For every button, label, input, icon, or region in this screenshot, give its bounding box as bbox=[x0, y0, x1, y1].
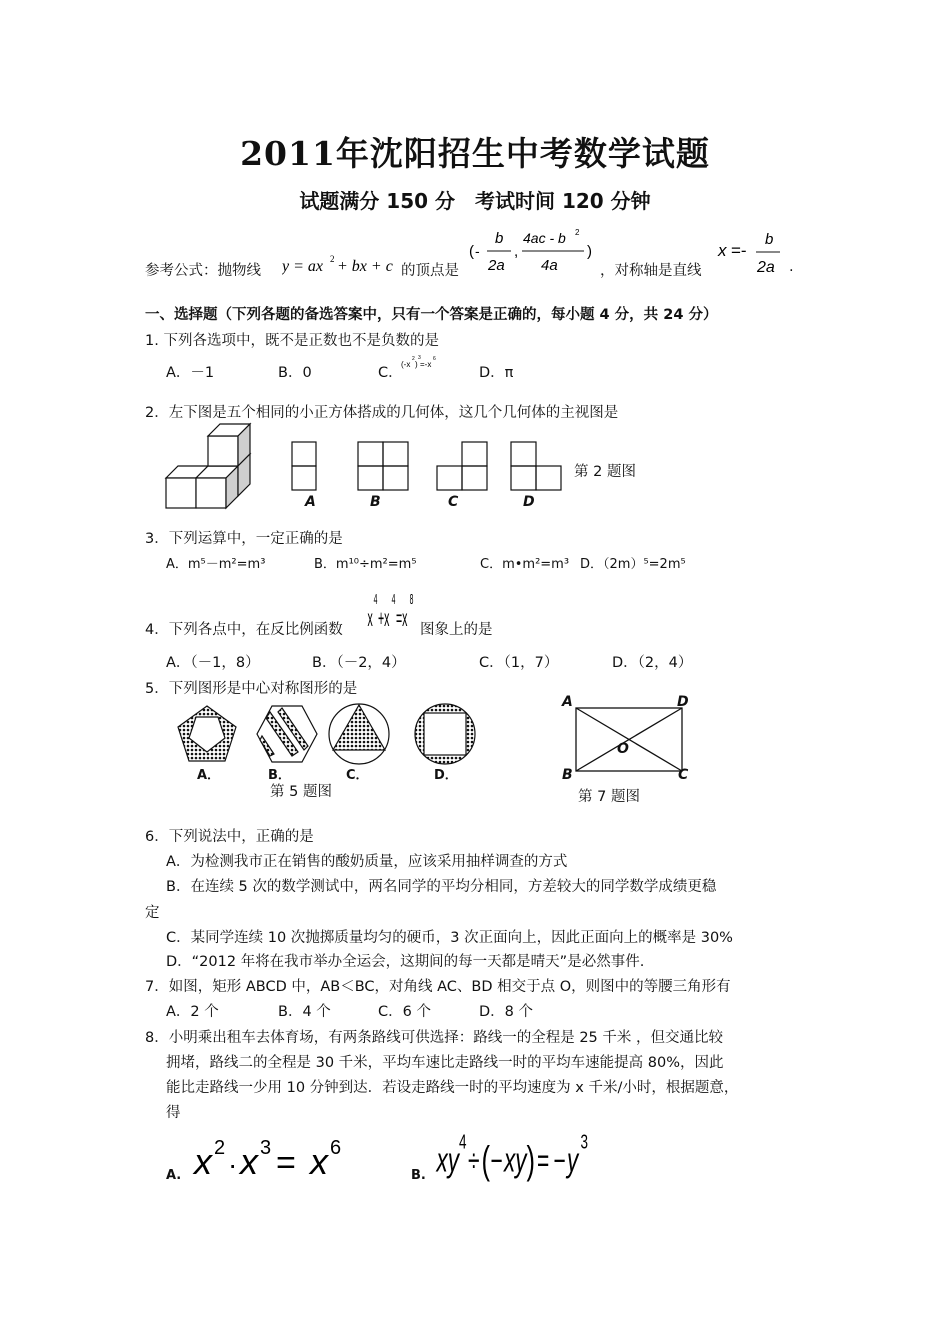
q7-stem: 7．如图，矩形 ABCD 中，AB＜BC，对角线 AC、BD 相交于点 O，则图中的等腰三角形有 bbox=[145, 979, 731, 995]
svg-text:(: ( bbox=[481, 1138, 490, 1182]
q7-option-b: B．4 个 bbox=[278, 1004, 331, 1020]
q2-label-c: C bbox=[448, 494, 459, 510]
q6-option-a: A．为检测我市正在销售的酸奶质量，应该采用抽样调查的方式 bbox=[166, 854, 568, 870]
svg-text:÷: ÷ bbox=[468, 1141, 480, 1179]
q6-option-b-line1: B．在连续 5 次的数学测试中，两名同学的平均分相同，方差较大的同学数学成绩更稳 bbox=[166, 879, 717, 895]
svg-text:b: b bbox=[765, 231, 774, 248]
view-a bbox=[292, 442, 316, 490]
q6-option-b-line2: 定 bbox=[145, 905, 160, 921]
formula-vertex-text: 的顶点是 bbox=[401, 263, 459, 279]
q5-label-b: B． bbox=[268, 768, 291, 783]
svg-text:2: 2 bbox=[575, 228, 580, 237]
q4-option-d: D．（2，4） bbox=[612, 655, 693, 671]
svg-text:(: ( bbox=[469, 243, 474, 260]
svg-text:b: b bbox=[495, 230, 504, 247]
svg-text:2: 2 bbox=[214, 1137, 226, 1159]
svg-text:2a: 2a bbox=[488, 257, 505, 274]
q6-option-c: C．某同学连续 10 次抛掷质量均匀的硬币，3 次正面向上，因此正面向上的概率是 30% bbox=[166, 930, 733, 946]
formula-axis bbox=[716, 228, 788, 282]
q2-caption: 第 2 题图 bbox=[574, 464, 636, 480]
svg-text:): ) bbox=[587, 243, 592, 260]
svg-text:(-x: (-x bbox=[401, 360, 411, 369]
q4-option-b: B．（－2，4） bbox=[312, 655, 406, 671]
svg-text:4: 4 bbox=[391, 592, 396, 609]
q7-option-d: D．8 个 bbox=[479, 1004, 533, 1020]
q5-label-c: C． bbox=[346, 768, 369, 783]
q3-option-d: D．（2m）⁵=2m⁵ bbox=[580, 557, 686, 572]
q7-caption: 第 7 题图 bbox=[578, 789, 640, 805]
shape-a bbox=[178, 706, 236, 761]
q8-option-a-expr bbox=[192, 1130, 372, 1190]
section-heading: 一、选择题（下列各题的备选答案中，只有一个答案是正确的，每小题 4 分，共 24 分） bbox=[145, 307, 718, 323]
svg-text:-: - bbox=[475, 243, 480, 259]
q2-label-b: B bbox=[370, 494, 381, 510]
q4-stem-b: 图象上的是 bbox=[420, 622, 493, 638]
q7-vertex-c: C bbox=[678, 767, 689, 783]
formula-end: . bbox=[789, 259, 794, 275]
q1-option-b: B．0 bbox=[278, 365, 312, 381]
svg-text:xy: xy bbox=[436, 1141, 459, 1180]
q4-formula-image bbox=[365, 588, 421, 634]
q8-line4: 得 bbox=[166, 1105, 181, 1121]
svg-text:6: 6 bbox=[433, 356, 436, 362]
q3-option-a: A．m⁵－m²=m³ bbox=[166, 557, 266, 572]
view-d bbox=[511, 442, 561, 490]
q4-option-a: A．（－1，8） bbox=[166, 655, 260, 671]
shape-c bbox=[329, 704, 389, 764]
formula-parabola bbox=[282, 253, 404, 283]
svg-text:y: y bbox=[567, 1141, 579, 1180]
svg-text:2a: 2a bbox=[757, 259, 775, 276]
q4-expr bbox=[365, 588, 421, 638]
shape-d bbox=[415, 704, 475, 764]
q8-option-b-expr bbox=[435, 1130, 610, 1190]
q8-a-formula-image bbox=[192, 1130, 372, 1186]
svg-text:x: x bbox=[240, 1141, 258, 1182]
svg-text:x: x bbox=[194, 1141, 212, 1182]
axis-formula-image bbox=[716, 228, 788, 278]
vertex-formula-image bbox=[469, 226, 599, 278]
svg-text:·: · bbox=[228, 1149, 238, 1180]
view-b bbox=[358, 442, 408, 490]
page-title: 2011年沈阳招生中考数学试题 bbox=[240, 134, 710, 173]
q1-option-c-expr bbox=[401, 352, 437, 378]
q5-label-d: D． bbox=[434, 768, 458, 783]
shape-b bbox=[257, 706, 317, 762]
q1-c-formula-image bbox=[401, 352, 437, 374]
formula-prefix: 参考公式：抛物线 bbox=[145, 263, 261, 279]
q4-stem-a: 4．下列各点中，在反比例函数 bbox=[145, 622, 343, 638]
svg-text:8: 8 bbox=[409, 592, 414, 609]
q5-stem: 5．下列图形是中心对称图形的是 bbox=[145, 681, 358, 697]
svg-text:x: x bbox=[367, 605, 373, 631]
q7-option-a: A．2 个 bbox=[166, 1004, 219, 1020]
svg-text:−: − bbox=[490, 1141, 503, 1179]
page-subtitle: 试题满分 150 分 考试时间 120 分钟 bbox=[299, 189, 651, 213]
svg-text:=-: =- bbox=[731, 241, 747, 260]
svg-text:2: 2 bbox=[412, 356, 415, 362]
svg-text:=: = bbox=[276, 1144, 296, 1182]
svg-text:=x: =x bbox=[396, 605, 408, 631]
q1-option-a: A．－1 bbox=[166, 365, 215, 381]
svg-text:6: 6 bbox=[330, 1137, 342, 1159]
q2-figures bbox=[160, 420, 640, 516]
svg-text:,: , bbox=[514, 243, 519, 260]
svg-text:+x: +x bbox=[378, 605, 390, 631]
svg-text:4: 4 bbox=[373, 592, 378, 609]
q7-vertex-o: O bbox=[617, 741, 629, 757]
q7-vertex-d: D bbox=[677, 694, 689, 710]
q3-option-b: B．m¹⁰÷m²=m⁵ bbox=[314, 557, 417, 572]
q2-label-d: D bbox=[523, 494, 535, 510]
svg-text:=-x: =-x bbox=[420, 360, 432, 369]
svg-text:2: 2 bbox=[330, 254, 335, 264]
svg-text:4a: 4a bbox=[541, 257, 558, 274]
q5-caption: 第 5 题图 bbox=[270, 784, 332, 800]
svg-text:=: = bbox=[537, 1141, 550, 1179]
q8-option-b: B. bbox=[411, 1168, 426, 1183]
svg-text:xy: xy bbox=[504, 1141, 527, 1180]
svg-text:3: 3 bbox=[580, 1130, 589, 1154]
q3-stem: 3．下列运算中，一定正确的是 bbox=[145, 531, 343, 547]
view-c bbox=[437, 442, 487, 490]
q6-option-d: D．“2012 年将在我市举办全运会，这期间的每一天都是晴天”是必然事件. bbox=[166, 954, 645, 970]
q8-line1: 8．小明乘出租车去体育场，有两条路线可供选择：路线一的全程是 25 千米 ，但交通比较 bbox=[145, 1030, 723, 1046]
svg-text:4ac - b: 4ac - b bbox=[523, 230, 566, 246]
q7-vertex-a: A bbox=[562, 694, 573, 710]
q8-line3: 能比走路线一少用 10 分钟到达．若设走路线一时的平均速度为 x 千米/小时，根据题意， bbox=[166, 1080, 739, 1096]
q2-stem: 2．左下图是五个相同的小正方体搭成的几何体，这几个几何体的主视图是 bbox=[145, 405, 619, 421]
cube-stack-figure bbox=[166, 424, 250, 508]
svg-text:3: 3 bbox=[260, 1137, 272, 1159]
q8-line2: 拥堵，路线二的全程是 30 千米，平均车速比走路线一时的平均车速能提高 80%，因此 bbox=[166, 1055, 724, 1071]
svg-text:−: − bbox=[553, 1141, 566, 1179]
svg-text:x: x bbox=[310, 1141, 328, 1182]
parabola-formula-image bbox=[282, 253, 404, 279]
svg-text:y = ax: y = ax bbox=[282, 258, 323, 275]
svg-text:): ) bbox=[415, 360, 418, 369]
svg-text:3: 3 bbox=[418, 355, 421, 361]
formula-vertex bbox=[469, 226, 599, 282]
svg-text:x: x bbox=[718, 241, 727, 260]
q2-label-a: A bbox=[305, 494, 316, 510]
svg-text:): ) bbox=[526, 1138, 535, 1182]
q1-stem: 1. 下列各选项中，既不是正数也不是负数的是 bbox=[145, 333, 439, 349]
q5-label-a: A． bbox=[197, 768, 221, 783]
q1-option-d: D．π bbox=[479, 365, 514, 381]
q8-option-a: A. bbox=[166, 1168, 182, 1183]
svg-text:4: 4 bbox=[459, 1130, 467, 1154]
svg-text:+ bx + c: + bx + c bbox=[337, 258, 393, 275]
q8-b-formula-image bbox=[435, 1130, 610, 1186]
q1-option-c: C． bbox=[378, 365, 403, 381]
q7-vertex-b: B bbox=[562, 767, 573, 783]
formula-axis-text: ，对称轴是直线 bbox=[600, 263, 702, 279]
q6-stem: 6．下列说法中，正确的是 bbox=[145, 829, 314, 845]
q4-option-c: C．（1，7） bbox=[479, 655, 559, 671]
q7-option-c: C．6 个 bbox=[378, 1004, 431, 1020]
q3-option-c: C．m•m²=m³ bbox=[480, 557, 570, 572]
q5-figures bbox=[170, 700, 490, 770]
